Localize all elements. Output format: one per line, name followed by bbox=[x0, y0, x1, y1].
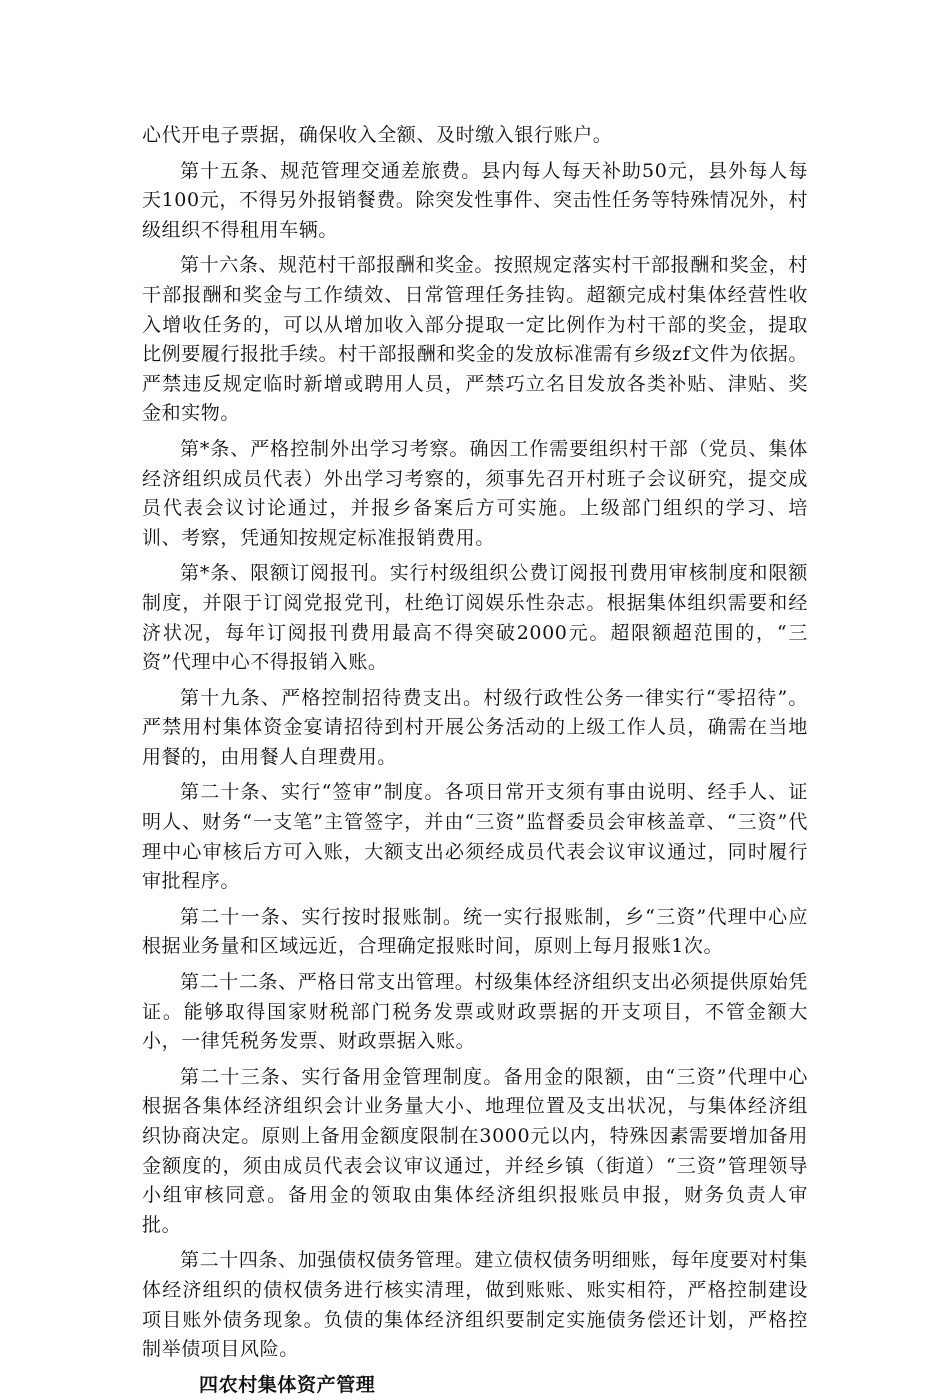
paragraph-article-18: 第*条、限额订阅报刊。实行村级组织公费订阅报刊费用审核制度和限额制度，并限于订阅党报党刊，杜绝订阅娱乐性杂志。根据集体组织需要和经济状况，每年订阅报刊费用最高不得突破2000元。超限额超范围的，“三资”代理中心不得报销入账。 bbox=[142, 562, 808, 674]
document-page bbox=[142, 121, 808, 1400]
paragraph-article-24: 第二十四条、加强债权债务管理。建立债权债务明细账，每年度要对村集体经济组织的债权债务进行核实清理，做到账账、账实相符，严格控制建设项目账外债务现象。负债的集体经济组织要制定实施债务偿还计划，严格控制举债项目风险。 bbox=[142, 1249, 808, 1361]
paragraph-article-16: 第十六条、规范村干部报酬和奖金。按照规定落实村干部报酬和奖金，村干部报酬和奖金与工作绩效、日常管理任务挂钩。超额完成村集体经营性收入增收任务的，可以从增加收入部分提取一定比例作为村干部的奖金，提取比例要履行报批手续。村干部报酬和奖金的发放标准需有乡级zf文件为依据。严禁违反规定临时新增或聘用人员，严禁巧立名目发放各类补贴、津贴、奖金和实物。 bbox=[142, 254, 808, 425]
section-heading: 四农村集体资产管理 bbox=[199, 1373, 376, 1396]
paragraph-article-19: 第十九条、严格控制招待费支出。村级行政性公务一律实行“零招待”。严禁用村集体资金宴请招待到村开展公务活动的上级工作人员，确需在当地用餐的，由用餐人自理费用。 bbox=[142, 686, 808, 768]
paragraph-article-20: 第二十条、实行“签审”制度。各项日常开支须有事由说明、经手人、证明人、财务“一支笔”主管签字，并由“三资”监督委员会审核盖章、“三资”代理中心审核后方可入账，大额支出必须经成员代表会议审议通过，同时履行审批程序。 bbox=[142, 781, 808, 893]
paragraph-article-15: 第十五条、规范管理交通差旅费。县内每人每天补助50元，县外每人每天100元，不得另外报销餐费。除突发性事件、突击性任务等特殊情况外，村级组织不得租用车辆。 bbox=[142, 159, 808, 241]
paragraph-continuation: 心代开电子票据，确保收入全额、及时缴入银行账户。 bbox=[142, 124, 613, 146]
paragraph-article-21: 第二十一条、实行按时报账制。统一实行报账制，乡“三资”代理中心应根据业务量和区域远近，合理确定报账时间，原则上每月报账1次。 bbox=[142, 905, 808, 958]
paragraph-article-23: 第二十三条、实行备用金管理制度。备用金的限额，由“三资”代理中心根据各集体经济组织会计业务量大小、地理位置及支出状况，与集体经济组织协商决定。原则上备用金额度限制在3000元以内，特殊因素需要增加备用金额度的，须由成员代表会议审议通过，并经乡镇（街道）“三资”管理领导小组审核同意。备用金的领取由集体经济组织报账员申报，财务负责人审批。 bbox=[142, 1065, 808, 1236]
paragraph-article-17: 第*条、严格控制外出学习考察。确因工作需要组织村干部（党员、集体经济组织成员代表）外出学习考察的，须事先召开村班子会议研究，提交成员代表会议讨论通过，并报乡备案后方可实施。上级部门组织的学习、培训、考察，凭通知按规定标准报销费用。 bbox=[142, 437, 808, 549]
paragraph-article-22: 第二十二条、严格日常支出管理。村级集体经济组织支出必须提供原始凭证。能够取得国家财税部门税务发票或财政票据的开支项目，不管金额大小，一律凭税务发票、财政票据入账。 bbox=[142, 971, 808, 1053]
